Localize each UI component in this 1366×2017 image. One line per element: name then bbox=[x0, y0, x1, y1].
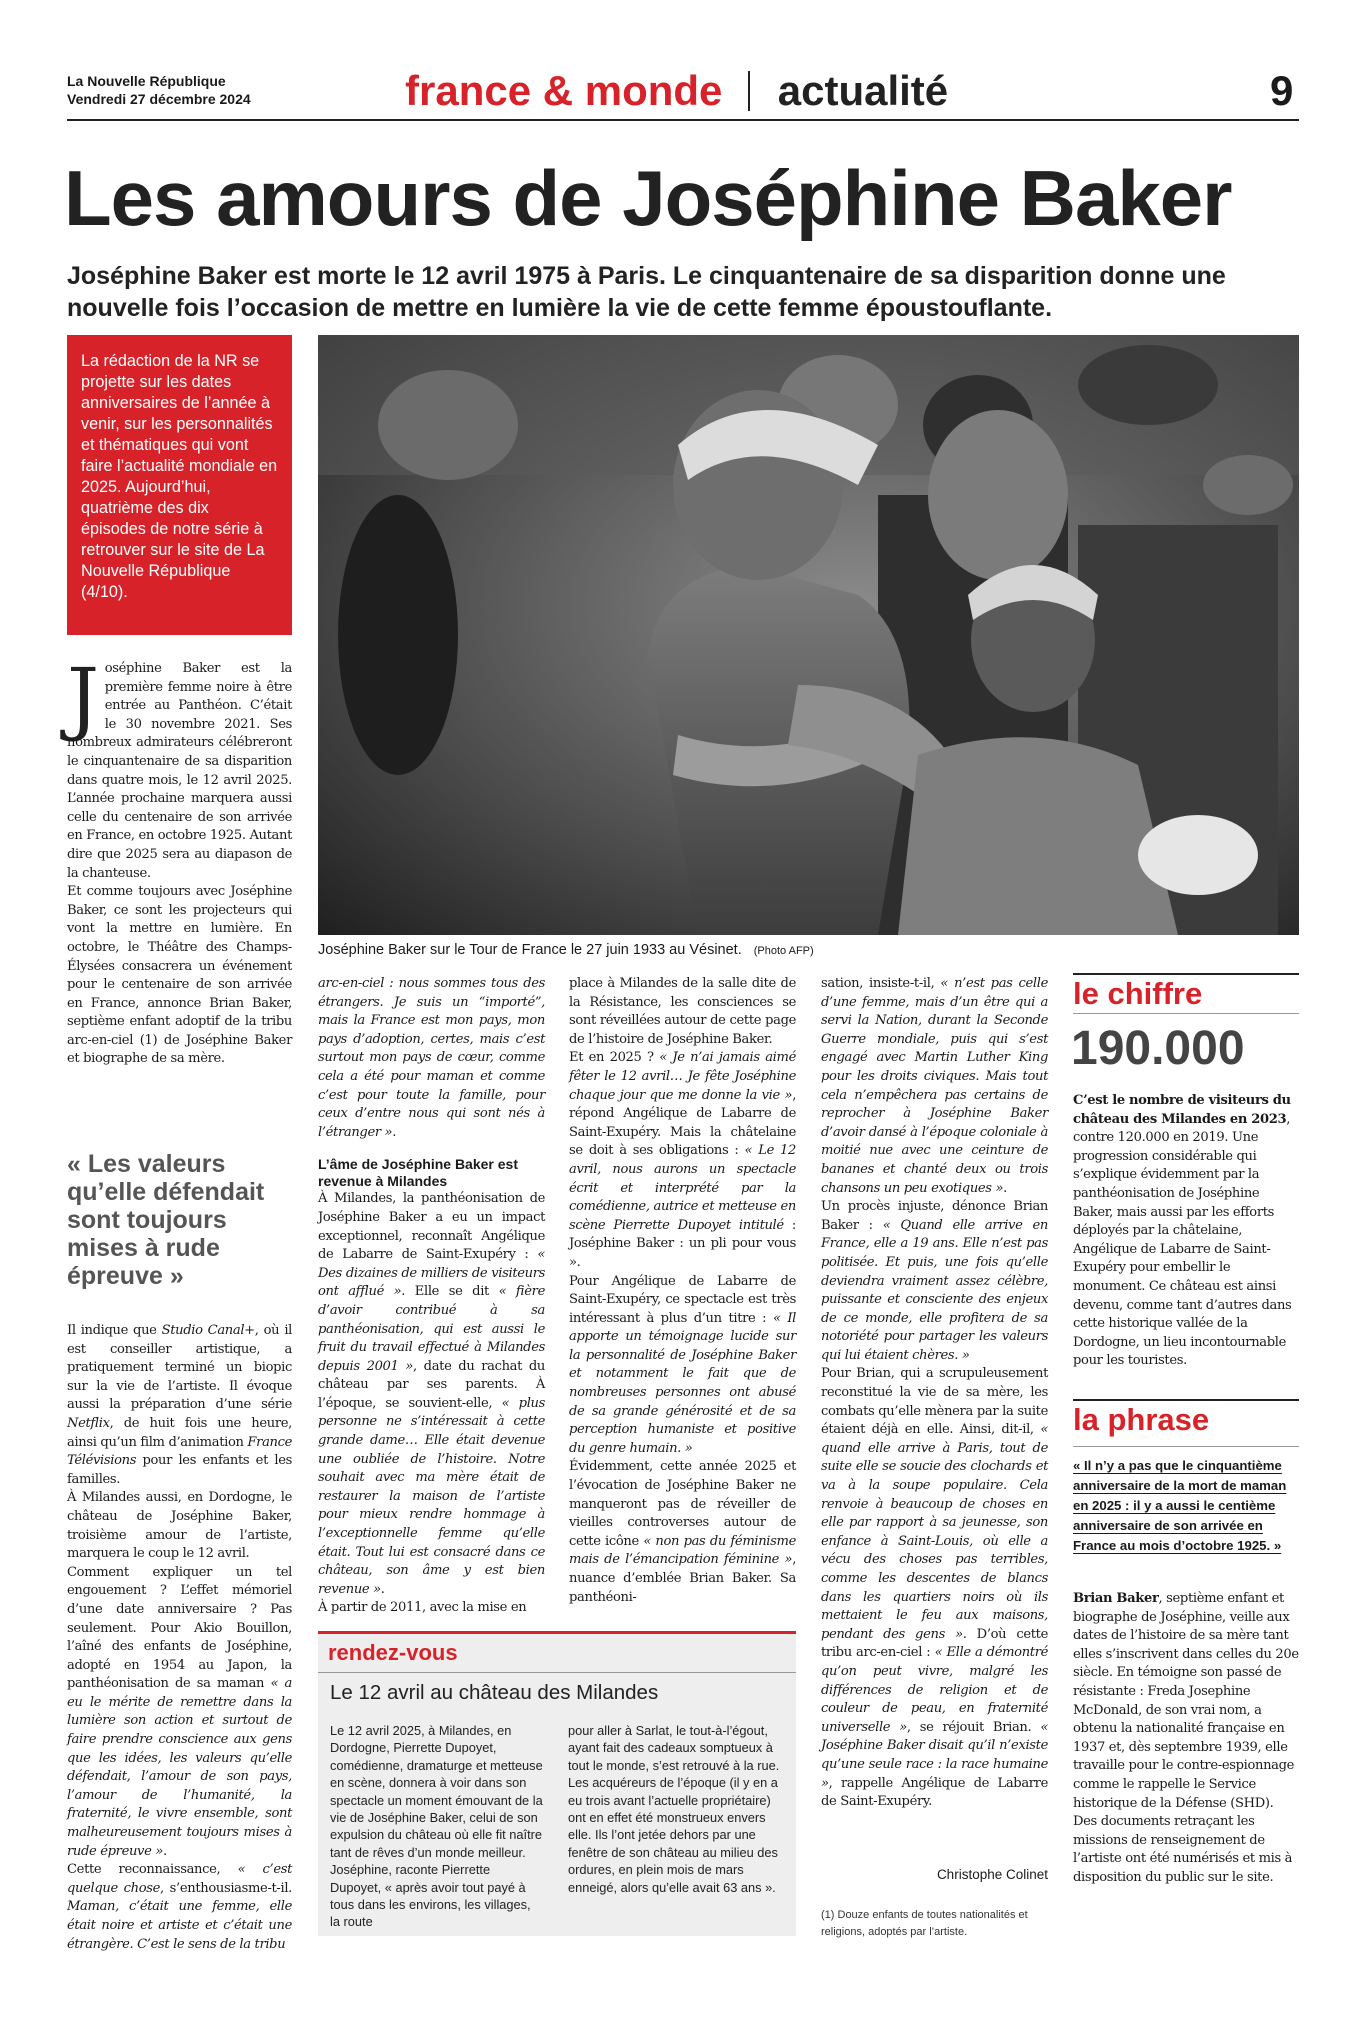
col4-p3-quote-2: « Elle a démontré qu’on peut vivre, malgré les différences de religion et de couleur de peau, en fraternité universelle » bbox=[821, 1645, 1049, 1735]
rendezvous-text-right: pour aller à Sarlat, le tout-à-l’égout, ayant fait des cadeaux somptueux à tout le monde, s’est retrouvé à la rue. Les acquéreurs de l’époque (il y en a eu trois avant l’actuelle propriétaire) ont en effet été monstrueux envers elle. Ils l’ont jetée dehors par une fenêtre de son château au milieu des ordures, en plein mois de mars enneigé, alors qu’elle avait 63 ans ». bbox=[568, 1723, 780, 1895]
photo-illustration bbox=[318, 335, 1299, 935]
article-col-4 bbox=[821, 975, 1048, 1812]
col3-p2-quote-2: « Le 12 avril, nous aurons un spectacle écrit et interprété par la comédienne, autrice et metteuse en scène Pierrette Dupoyet intitulé bbox=[569, 1143, 797, 1233]
col1-p3-text-2: , où il est conseiller artistique, a pratiquement terminé un biopic sur la vie de l’artiste. Il évoque aussi la préparation d’une série bbox=[67, 1323, 292, 1413]
col2-paragraph-1 bbox=[318, 975, 545, 1142]
col2-paragraph-2 bbox=[318, 1190, 545, 1599]
section-title bbox=[405, 66, 948, 116]
col4-p3-text: Pour Brian, qui a scrupuleusement reconstitué la vie de sa mère, les combats qu’elle mènera par la suite étaient déjà en elle. Ainsi, dit-il, bbox=[821, 1366, 1048, 1438]
chiffre-kicker: le chiffre bbox=[1073, 976, 1203, 1011]
col4-p3-text-4: , rappelle Angélique de Labarre de Saint-Exupéry. bbox=[821, 1775, 1048, 1810]
chiffre-text bbox=[1073, 1092, 1299, 1371]
col3-p4-text: Évidemment, cette année 2025 et l’évocation de Joséphine Baker ne manqueront pas de réveiller de vieilles controverses autour de cette icône bbox=[569, 1459, 796, 1549]
col1-p3-studio: Studio Canal+ bbox=[161, 1323, 255, 1338]
intro-box: La rédaction de la NR se projette sur les dates anniversaires de l’année à venir, sur les personnalités et thématiques qui vont faire l’actualité mondiale en 2025. Aujourd’hui, quatrième des dix épisodes de notre série à retrouver sur le site de La Nouvelle République (4/10). bbox=[67, 335, 292, 635]
masthead bbox=[67, 72, 251, 108]
col4-p2-quote: « Quand elle arrive en France, elle a 19 ans. Elle n’est pas politisée. Et puis, une fois qu’elle deviendra vraiment assez célèbre, puissante et consciente des enjeux de ce monde, elle profitera de sa notoriété pour partager les valeurs qui lui étaient chères. » bbox=[821, 1217, 1048, 1363]
col1-p6-text: Cette reconnaissance, bbox=[67, 1862, 238, 1878]
col3-p2-text: Et en 2025 ? bbox=[569, 1050, 660, 1066]
col4-p1-end: . bbox=[1003, 1180, 1007, 1196]
col2-p2-quote-2: « fière d’avoir contribué à sa panthéonisation, qui est aussi le fruit du travail effectué à Milandes depuis 2001 » bbox=[318, 1284, 545, 1374]
col2-paragraph-3: À partir de 2011, avec la mise en bbox=[318, 1600, 527, 1616]
paper-name: La Nouvelle République bbox=[67, 73, 226, 89]
col2-p2-text: À Milandes, la panthéonisation de Joséphine Baker a eu un impact exceptionnel, reconnaît Angélique de Labarre de Saint-Exupéry : bbox=[318, 1191, 545, 1263]
col1-p3-text-3: , de huit fois une heure, ainsi qu’un film d’animation bbox=[67, 1415, 292, 1450]
col1-p3-france-tv: France Télévisions bbox=[67, 1434, 292, 1469]
col4-p3-quote-3: « Joséphine Baker disait qu’il n’existe qu’une seule race : la race humaine » bbox=[821, 1719, 1048, 1791]
col3-paragraph-4 bbox=[569, 1458, 796, 1607]
byline: Christophe Colinet bbox=[936, 1867, 1048, 1882]
rendezvous-title: Le 12 avril au château des Milandes bbox=[330, 1681, 659, 1704]
col1-p5-quote: « a eu le mérite de remettre dans la lumière son action et surtout de faire prendre conscience aux gens que les idées, les valeurs qu’elle défendait, l’amour de son pays, l’amour de l’humanité, la fraternité, le vivre ensemble, sont malheureusement toujours mises à rude épreuve » bbox=[67, 1676, 292, 1859]
col3-paragraph-3 bbox=[569, 1273, 796, 1459]
rendezvous-kicker: rendez-vous bbox=[328, 1640, 458, 1665]
standfirst: Joséphine Baker est morte le 12 avril 1975 à Paris. Le cinquantenaire de sa disparition donne une nouvelle fois l’occasion de mettre en lumière la vie de cette femme époustouflante. bbox=[67, 262, 1226, 322]
col3-p2-title: : Joséphine Baker : un pli pour vous ». bbox=[569, 1217, 796, 1270]
col3-p2-quote: « Je n’ai jamais aimé fêter le 12 avril… Je fête Joséphine chaque jour que me donne la vie » bbox=[569, 1050, 796, 1103]
col1-p3-text-4: pour les enfants et les familles. bbox=[67, 1453, 292, 1487]
col2-p2-text-3: , date du rachat du château par ses parents. À l’époque, se souvient-elle, bbox=[318, 1358, 545, 1411]
article-col-1-continued bbox=[67, 1322, 292, 1954]
col3-p4-text-2: , nuance d’emblée Brian Baker. Sa panthéoni- bbox=[569, 1552, 796, 1605]
section-divider bbox=[748, 71, 750, 111]
col2-p2-end: . bbox=[380, 1581, 385, 1597]
col4-p3-quote: « quand elle arrive à Paris, tout de suite elle se soucie des clochards et va à la soupe populaire. Cela renvoie à beaucoup de choses en elle par rapport à sa jeunesse, son enfance à Saint-Louis, où elle a vécu des choses pas terribles, comme les descentes de blancs dans les quartiers noirs où ils mettaient le feu aux maisons, pendant des gens » bbox=[821, 1422, 1048, 1642]
col3-p3-text: Pour Angélique de Labarre de Saint-Exupéry, ce spectacle est très intéressant à plus d’un titre : bbox=[569, 1273, 796, 1326]
chiffre-body: , contre 120.000 en 2019. Une progression considérable qui s’explique évidemment par la panthéonisation de Joséphine Baker, mais aussi par les efforts déployés par la châtelaine, Angélique de Labarre de Saint-Exupéry pour embellir le monument. Ce château est ainsi devenu, comme tant d’autres dans cette historique vallée de la Dordogne, un lieu incontournable pour les touristes. bbox=[1073, 1111, 1292, 1369]
phrase-name: Brian Baker bbox=[1073, 1591, 1159, 1606]
phrase-body: , septième enfant et biographe de Joséphine, veille aux dates de l’histoire de sa mère tant elles s’inscrivent dans celles du 20e siècle. En témoigne son passé de résistante : Freda Josephine McDonald, de son vrai nom, a obtenu la nationalité française en 1937 et, dès septembre 1939, elle travaille pour le contre-espionnage comme le rappelle le Service historique de la Défense (SHD). Des documents retraçant les missions de renseignement de l’artiste ont été numérisés et mis à disposition du public sur le site. bbox=[1073, 1591, 1299, 1885]
chiffre-subrule bbox=[1073, 1013, 1299, 1014]
col4-paragraph-1 bbox=[821, 975, 1048, 1198]
issue-date: Vendredi 27 décembre 2024 bbox=[67, 91, 251, 107]
col4-p1-quote: « n’est pas celle d’une femme, mais d’un être qui a servi la Nation, durant la Seconde Guerre mondiale, puis qui s’est engagé avec Martin Luther King pour les droits civiques. Mais tout cela n’empêchera pas certains de reprocher à Joséphine Baker d’avoir dansé à l’époque coloniale à moitié nue avec une ceinture de bananes et chanté deux ou trois chansons un peu exotiques » bbox=[821, 976, 1048, 1196]
chiffre-lead: C’est le nombre de visiteurs du château des Milandes en 2023 bbox=[1073, 1093, 1291, 1127]
article-col-3 bbox=[569, 975, 796, 1607]
col1-p3-text: Il indique que bbox=[67, 1323, 162, 1338]
caption-text: Joséphine Baker sur le Tour de France le 27 juin 1933 au Vésinet. bbox=[318, 942, 742, 958]
rendezvous-rule bbox=[318, 1672, 796, 1673]
col4-p1-text: sation, insiste-t-il, bbox=[821, 976, 941, 991]
chiffre-value: 190.000 bbox=[1071, 1022, 1245, 1075]
page-number: 9 bbox=[1270, 67, 1294, 114]
phrase-text bbox=[1073, 1590, 1299, 1888]
col1-p5-end: . bbox=[162, 1843, 167, 1859]
header-rule bbox=[67, 119, 1299, 121]
col2-p2-text-2: . Elle se dit bbox=[401, 1284, 499, 1300]
col3-paragraph-2 bbox=[569, 1049, 796, 1272]
article-col-1 bbox=[67, 651, 292, 1069]
rendezvous-text-left: Le 12 avril 2025, à Milandes, en Dordogne, Pierrette Dupoyet, comédienne, dramaturge et metteuse en scène, donnera à voir dans son spectacle un moment émouvant de la vie de Joséphine Baker, celui de son expulsion du château où elle fit naître tant de rêves d’un monde meilleur. Joséphine, raconte Pierrette Dupoyet, « après avoir tout payé à tous dans les environs, les villages, la route bbox=[330, 1723, 543, 1930]
col1-p5-text: Comment expliquer un tel engouement ? L’effet mémoriel d’une date anniversaire ? Pas seulement. Pour Akio Bouillon, l’aîné des enfants de Joséphine, adopté en 1954 au Japon, la panthéonisation de sa maman bbox=[67, 1564, 292, 1692]
col1-paragraph-5 bbox=[67, 1564, 292, 1862]
col3-p3-quote: « Il apporte un témoignage lucide sur la personnalité de Joséphine Baker et notamment le fait que de nombreuses personnes ont abusé de sa grande générosité et de sa perception humaniste et positive du genre humain. » bbox=[569, 1310, 797, 1456]
col2-subhead: L’âme de Joséphine Baker est revenue à Milandes bbox=[318, 1156, 518, 1190]
col1-paragraph-6 bbox=[67, 1861, 292, 1954]
col4-p2-text: Un procès injuste, dénonce Brian Baker : bbox=[821, 1199, 1048, 1233]
section-black: actualité bbox=[777, 67, 949, 114]
pull-quote: « Les valeurs qu’elle défendait sont toujours mises à rude épreuve » bbox=[67, 1150, 265, 1290]
rendezvous-box bbox=[318, 1631, 796, 1936]
col1-p6-quote: « c’est quelque chose bbox=[67, 1862, 293, 1896]
photo-tour-de-france bbox=[318, 335, 1299, 935]
phrase-kicker: la phrase bbox=[1073, 1402, 1210, 1437]
col4-paragraph-3 bbox=[821, 1365, 1048, 1811]
col2-p1-end: . bbox=[392, 1124, 397, 1140]
photo-caption bbox=[318, 941, 814, 960]
col4-p3-text-2: . D’où cette tribu arc-en-ciel : bbox=[821, 1626, 1048, 1661]
col3-paragraph-1: place à Milandes de la salle dite de la Résistance, les consciences se sont réveillées autour de cette page de l’histoire de Joséphine Baker. bbox=[569, 976, 796, 1047]
col3-p2-text-2: , répond Angélique de Labarre de Saint-Exupéry. Mais la châtelaine se doit à ses obligations : bbox=[569, 1087, 796, 1159]
headline: Les amours de Joséphine Baker bbox=[64, 154, 1232, 242]
col3-p4-quote: « non pas du féminisme mais de l’émancipation féminine » bbox=[569, 1533, 796, 1568]
dropcap: J bbox=[67, 651, 99, 744]
col1-paragraph-3 bbox=[67, 1322, 292, 1489]
phrase-quote: « Il n’y a pas que le cinquantième anniversaire de la mort de maman en 2025 : il y a aussi le centième anniversaire de son arrivée en France au mois d’octobre 1925. » bbox=[1073, 1458, 1287, 1553]
col4-paragraph-2 bbox=[821, 1198, 1048, 1365]
col2-p1-quote: arc-en-ciel : nous sommes tous des étrangers. Je suis un “importé”, mais la France est mon pays, mon pays d’adoption, certes, mais c’est surtout mon pays de cœur, comme cela a été pour maman et comme c’est pour toute la famille, pour ceux d’entre nous qui sont nés à l’étranger » bbox=[318, 976, 545, 1140]
article-col-2 bbox=[318, 975, 545, 1618]
col1-paragraph-2: Et comme toujours avec Joséphine Baker, ce sont les projecteurs qui vont la mettre en lumière. En octobre, le Théâtre des Champs-Élysées consacrera un événement pour le centenaire de son arrivée en France, annonce Brian Baker, septième enfant adoptif de la tribu arc-en-ciel (1) de Joséphine Baker et biographe de sa mère. bbox=[67, 884, 292, 1067]
phrase-subrule bbox=[1073, 1446, 1299, 1447]
col4-p3-text-3: , se réjouit Brian. bbox=[906, 1719, 1041, 1735]
col1-p3-netflix: Netflix bbox=[67, 1415, 110, 1431]
footnote: (1) Douze enfants de toutes nationalités et religions, adoptés par l’artiste. bbox=[821, 1909, 1028, 1938]
col1-paragraph-4: À Milandes aussi, en Dordogne, le château de Joséphine Baker, troisième amour de l’artiste, marquera le coup le 12 avril. bbox=[67, 1490, 292, 1562]
col2-p2-quote-3: « plus personne ne s’intéressait à cette grande dame… Elle était devenue une oubliée de l’histoire. Notre souhait avec ma mère était de restaurer la maison de l’artiste pour mieux rendre hommage à l’exceptionnelle femme qu’elle était. Tout lui est consacré dans ce château, son âme y est bien revenue » bbox=[318, 1395, 545, 1597]
col2-p2-quote: « Des dizaines de milliers de visiteurs ont afflué » bbox=[318, 1247, 545, 1300]
col1-p6-quote-2: Maman, c’était une femme, elle était noire et artiste et c’était une étrangère. C’est le sens de la tribu bbox=[67, 1899, 292, 1952]
col1-paragraph-1: oséphine Baker est la première femme noire à être entrée au Panthéon. C’était le 30 novembre 2021. Ses nombreux admirateurs célébreront le cinquantenaire de sa disparition dans quatre mois, le 12 avril 2025. L’année prochaine marquera aussi celle du centenaire de son arrivée en France, en octobre 1925. Autant dire que 2025 sera au diapason de la chanteuse. bbox=[67, 661, 292, 881]
col1-p6-text-2: , s’enthousiasme-t-il. bbox=[160, 1880, 292, 1896]
section-red: france & monde bbox=[405, 67, 723, 114]
photo-credit: (Photo AFP) bbox=[753, 945, 814, 957]
